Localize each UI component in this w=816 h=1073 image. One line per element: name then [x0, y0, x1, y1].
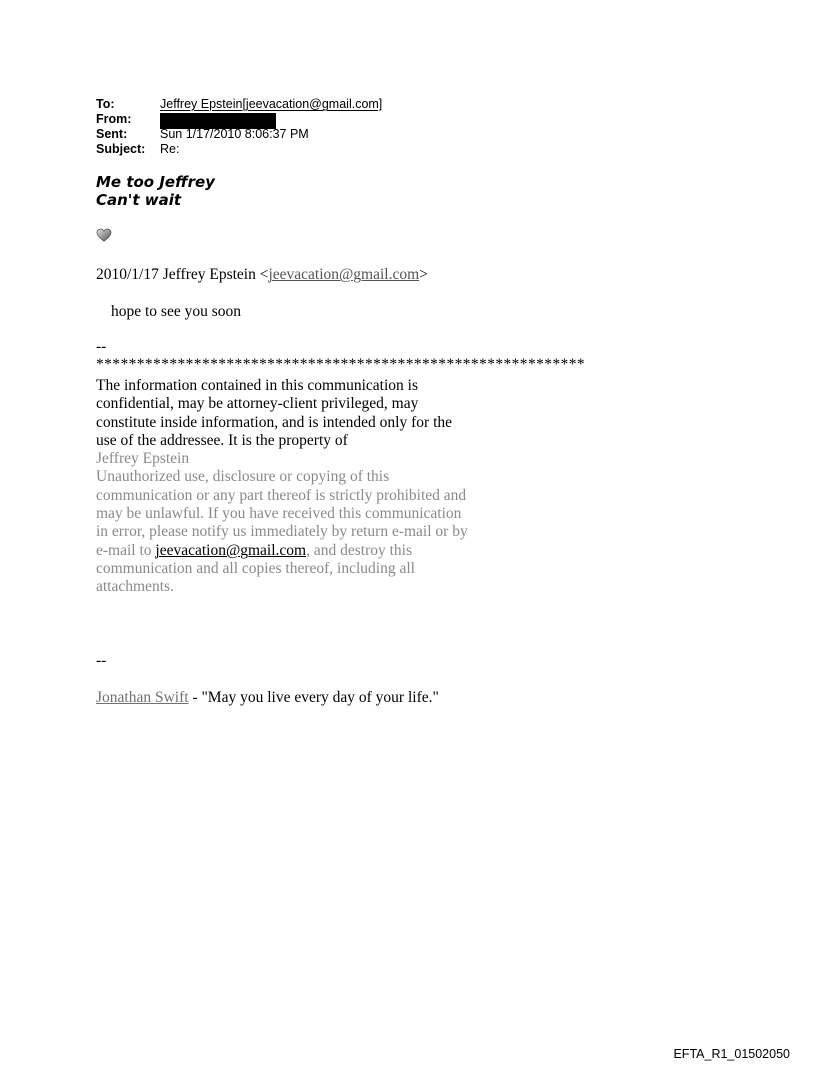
sent-label: Sent:: [96, 127, 128, 141]
reply-line-2: Can't wait: [96, 191, 182, 209]
reply-line-1: Me too Jeffrey: [96, 173, 215, 191]
disclaimer-black-text: The information contained in this communication is confidential, may be attorney-client privileged, may constitute inside information, and is intended only for the use of the addressee. It is the property of: [96, 377, 453, 449]
from-row: [96, 112, 382, 127]
sent-row: [96, 127, 382, 142]
disclaimer-owner: Jeffrey Epstein: [96, 450, 190, 468]
signature-separator: --: [96, 338, 107, 355]
reply-body: [96, 173, 215, 209]
signature-line: [96, 689, 439, 707]
disclaimer-email-link[interactable]: jeevacation@gmail.com: [155, 541, 307, 559]
quoted-prefix: 2010/1/17 Jeffrey Epstein <: [96, 266, 269, 283]
footer-separator: --: [96, 652, 107, 669]
email-header: [96, 97, 382, 157]
disclaimer-gray-text: Unauthorized use, disclosure or copying of this communication or any part thereof is strictly prohibited and may be unlawful. If you have received this communication in error, please notify us immediately by return e-mail or by e-mail to: [96, 468, 468, 559]
quoted-suffix: >: [419, 266, 428, 283]
signature-name-link[interactable]: Jonathan Swift: [96, 689, 189, 706]
signature-quote: - "May you live every day of your life.": [188, 689, 439, 706]
disclaimer-gray-tail: , and destroy this communication and all copies thereof, including all attachments.: [96, 541, 415, 596]
document-id: EFTA_R1_01502050: [673, 1047, 790, 1061]
quoted-header: [96, 266, 428, 284]
to-row: [96, 97, 382, 112]
quoted-message: hope to see you soon: [111, 303, 242, 320]
quoted-email-link[interactable]: jeevacation@gmail.com: [268, 266, 420, 283]
subject-value: Re:: [160, 142, 180, 156]
subject-row: [96, 142, 382, 157]
confidentiality-disclaimer: [96, 377, 476, 597]
to-value: Jeffrey Epstein[jeevacation@gmail.com]: [160, 97, 383, 111]
to-label: To:: [96, 97, 115, 111]
star-divider: ************************************************************: [96, 356, 585, 373]
sent-value: Sun 1/17/2010 8:06:37 PM: [160, 127, 309, 141]
heart-icon: [96, 228, 112, 242]
subject-label: Subject:: [96, 142, 146, 156]
from-label: From:: [96, 112, 132, 126]
